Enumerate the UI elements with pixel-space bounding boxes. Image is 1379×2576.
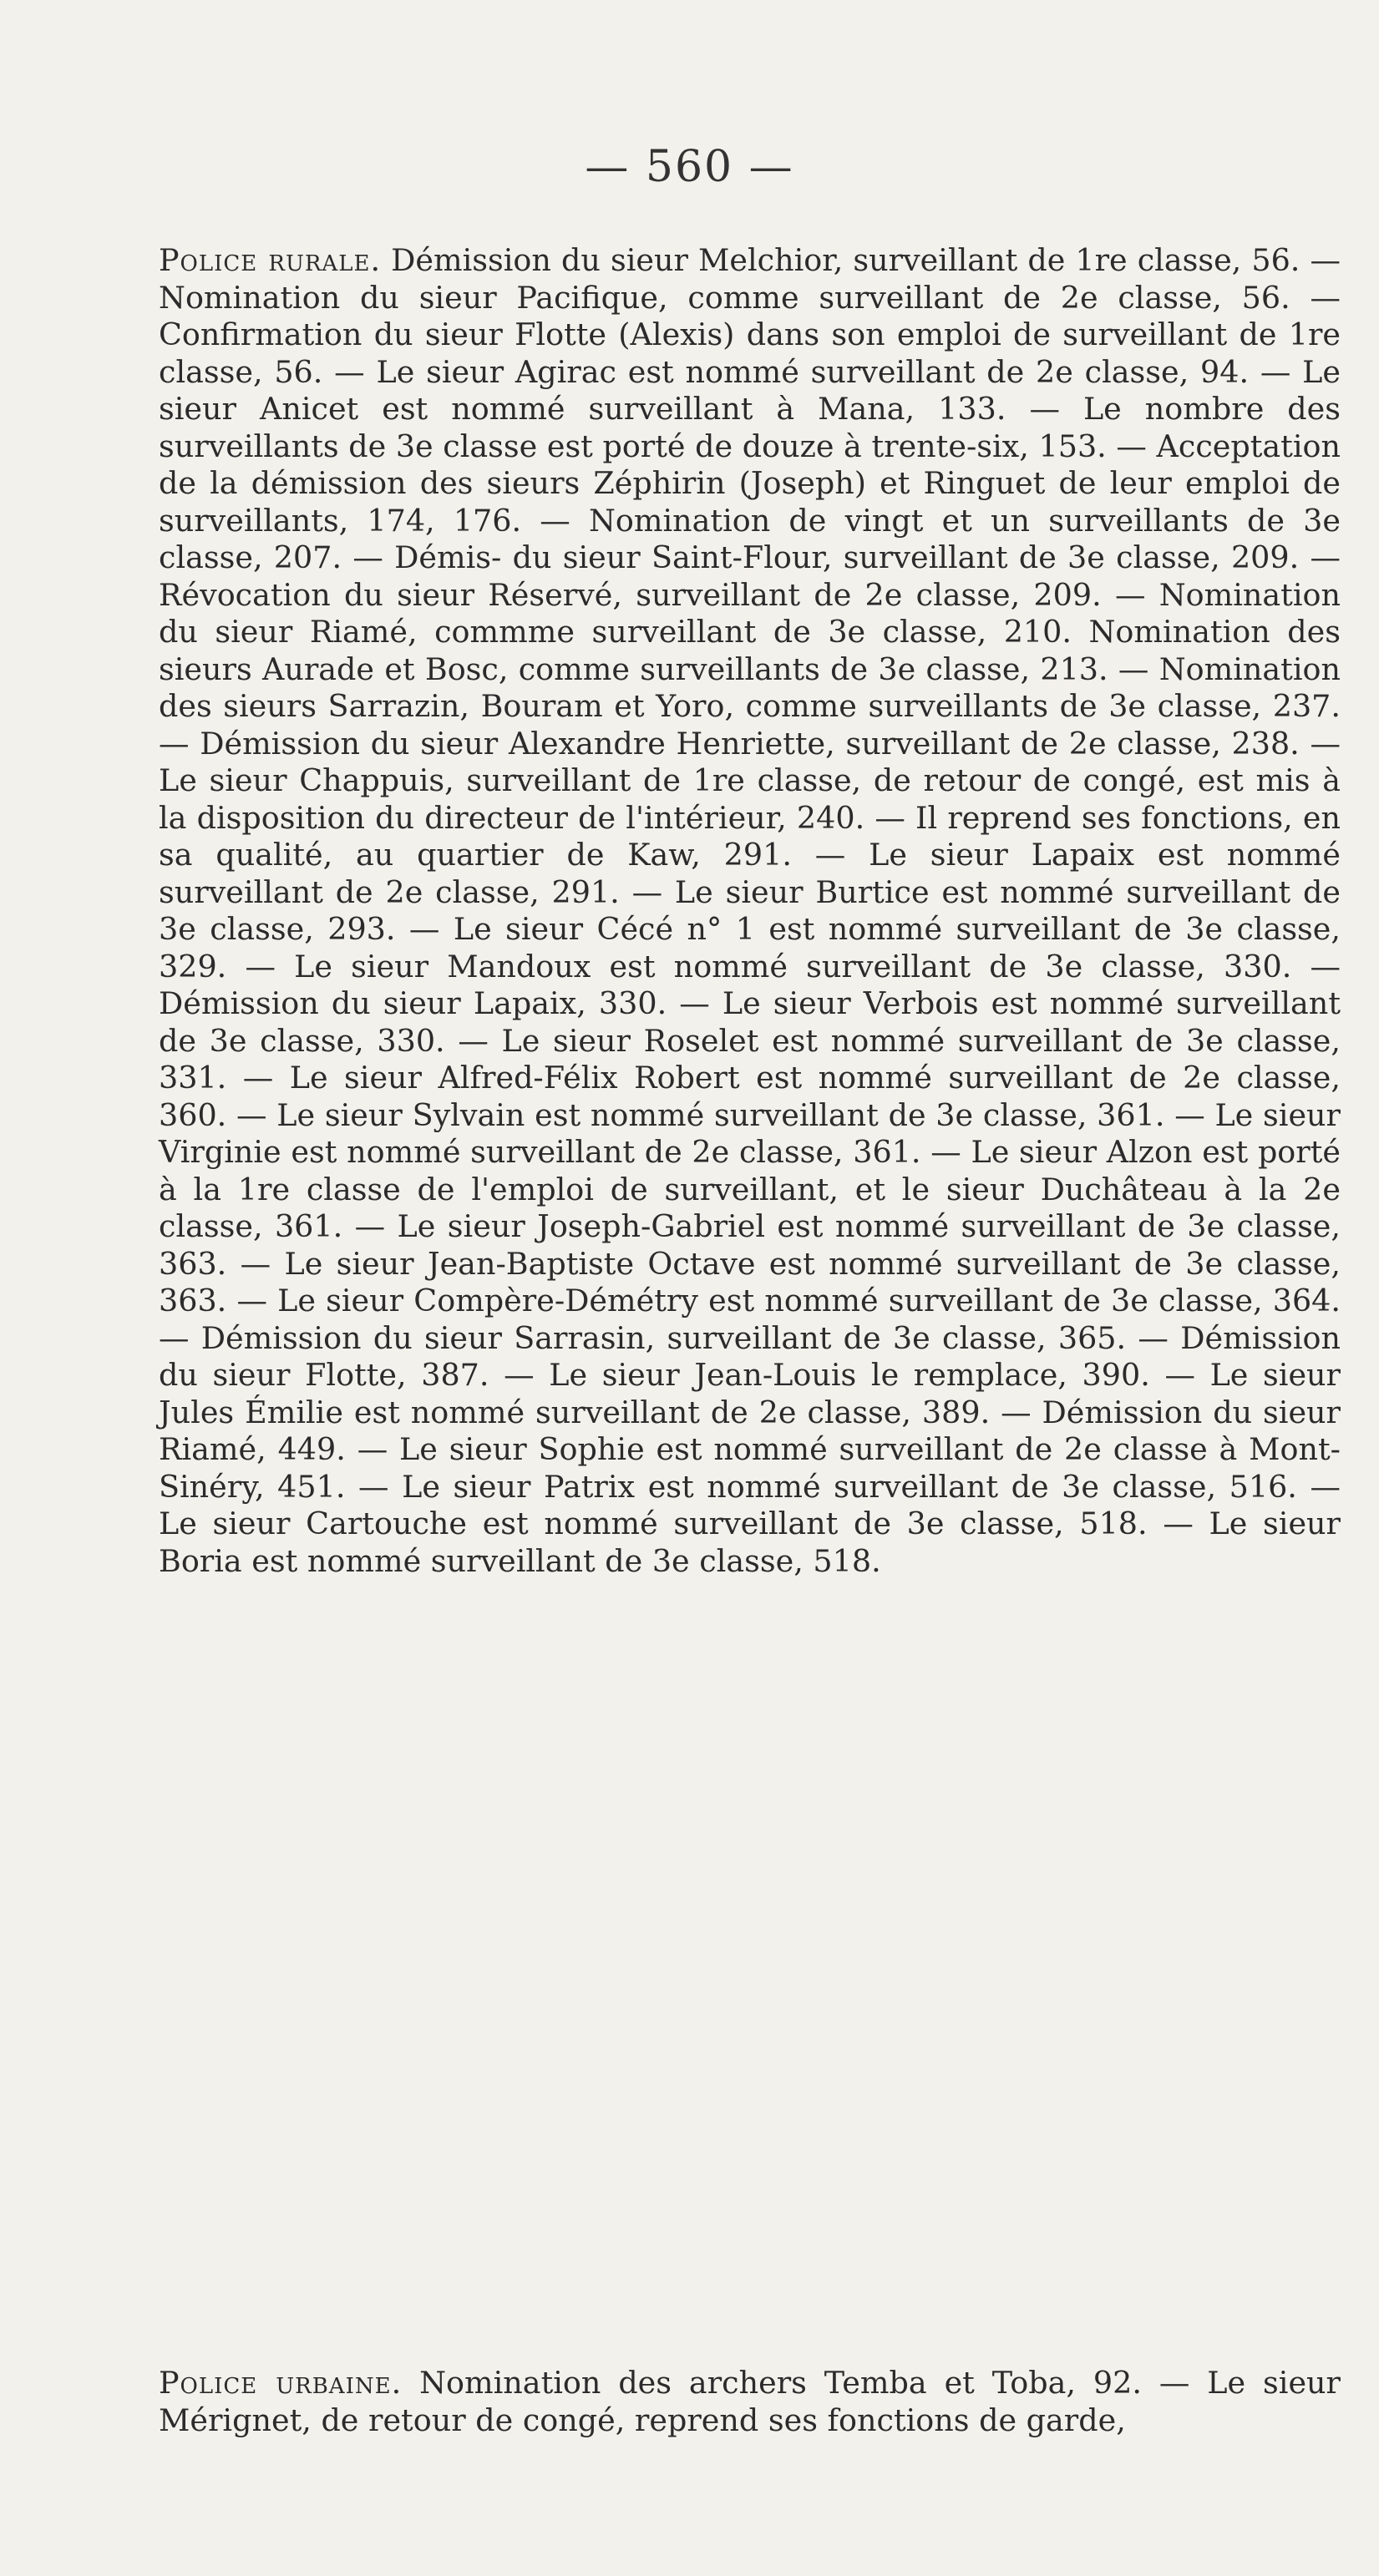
section-police-urbaine	[159, 2365, 1341, 2439]
section-heading: Police rurale.	[159, 242, 382, 278]
page-number: — 560 —	[585, 142, 794, 192]
section-police-rurale	[159, 242, 1341, 1580]
section-body: Démission du sieur Melchior, surveillant de 1re classe, 56. — Nomination du sieur Pacifique, comme surveillant de 2e classe, 56. — Confirmation du sieur Flotte (Alexis) dans son emploi de surveillant de 1re classe, 56. — Le sieur Agirac est nommé surveillant de 2e classe, 94. — Le sieur Anicet est nommé surveillant à Mana, 133. — Le nombre des surveillants de 3e classe est porté de douze à trente-six, 153. — Acceptation de la démission des sieurs Zéphirin (Joseph) et Ringuet de leur emploi de surveillants, 174, 176. — Nomination de vingt et un surveillants de 3e classe, 207. — Démis- du sieur Saint-Flour, surveillant de 3e classe, 209. — Révocation du sieur Réservé, surveillant de 2e classe, 209. — Nomination du sieur Riamé, commme surveillant de 3e classe, 210. Nomination des sieurs Aurade et Bosc, comme surveillants de 3e classe, 213. — Nomination des sieurs Sarrazin, Bouram et Yoro, comme surveillants de 3e classe, 237. — Démission du sieur Alexandre Henriette, surveillant de 2e classe, 238. — Le sieur Chappuis, surveillant de 1re classe, de retour de congé, est mis à la disposition du directeur de l'intérieur, 240. — Il reprend ses fonctions, en sa qualité, au quartier de Kaw, 291. — Le sieur Lapaix est nommé surveillant de 2e classe, 291. — Le sieur Burtice est nommé surveillant de 3e classe, 293. — Le sieur Cécé n° 1 est nommé surveillant de 3e classe, 329. — Le sieur Mandoux est nommé surveillant de 3e classe, 330. — Démission du sieur Lapaix, 330. — Le sieur Verbois est nommé surveillant de 3e classe, 330. — Le sieur Roselet est nommé surveillant de 3e classe, 331. — Le sieur Alfred-Félix Robert est nommé surveillant de 2e classe, 360. — Le sieur Sylvain est nommé surveillant de 3e classe, 361. — Le sieur Virginie est nommé surveillant de 2e classe, 361. — Le sieur Alzon est porté à la 1re classe de l'emploi de surveillant, et le sieur Duchâteau à la 2e classe, 361. — Le sieur Joseph-Gabriel est nommé surveillant de 3e classe, 363. — Le sieur Jean-Baptiste Octave est nommé surveillant de 3e classe, 363. — Le sieur Compère-Démétry est nommé surveillant de 3e classe, 364. — Démission du sieur Sarrasin, surveillant de 3e classe, 365. — Démission du sieur Flotte, 387. — Le sieur Jean-Louis le remplace, 390. — Le sieur Jules Émilie est nommé surveillant de 2e classe, 389. — Démission du sieur Riamé, 449. — Le sieur Sophie est nommé surveillant de 2e classe à Mont-Sinéry, 451. — Le sieur Patrix est nommé surveillant de 3e classe, 516. — Le sieur Cartouche est nommé surveillant de 3e classe, 518. — Le sieur Boria est nommé surveillant de 3e classe, 518.	[159, 242, 1341, 1579]
section-body: Nomination des archers Temba et Toba, 92. — Le sieur Mérignet, de retour de congé, reprend ses fonctions de garde,	[159, 2365, 1341, 2438]
section-heading: Police urbaine.	[159, 2365, 403, 2401]
